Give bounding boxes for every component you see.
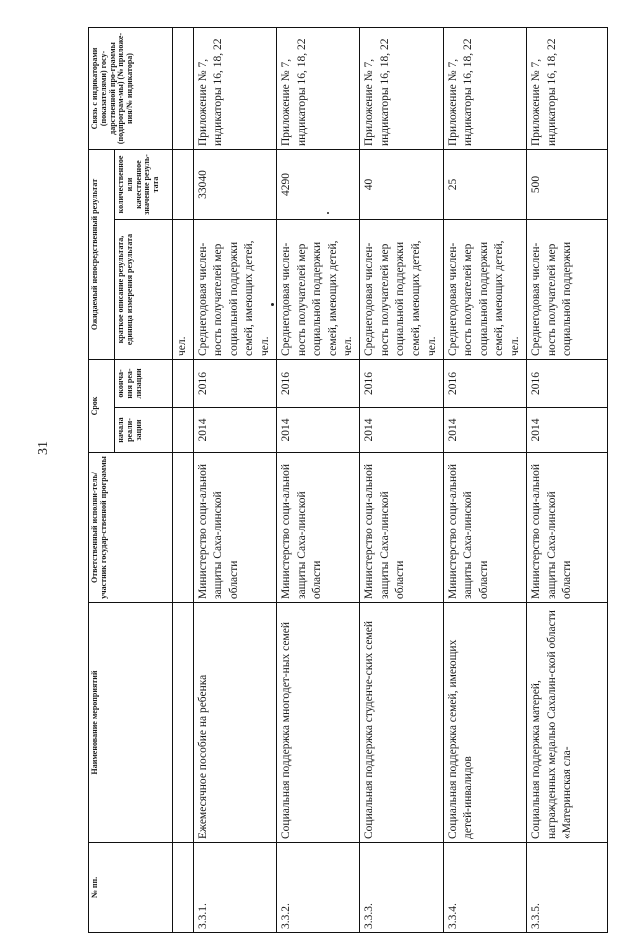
header-executor: Ответственный исполни-тель/участник государ-ственной программы — [89, 453, 173, 603]
header-row — [89, 28, 115, 933]
row-end: 2016 — [193, 360, 276, 408]
table-row — [193, 28, 276, 933]
header-num: № пп. — [89, 843, 173, 933]
row-executor: Министерство соци-альной защиты Саха-линской области — [360, 453, 443, 603]
row-executor: Министерство соци-альной защиты Саха-линской области — [527, 453, 608, 603]
row-num: 3.3.4. — [443, 843, 526, 933]
row-desc: Среднегодовая числен-ность получателей мер социальной поддержки семей, имеющих детей, чел. — [193, 220, 276, 360]
row-value: 25 — [443, 150, 526, 220]
row-name: Ежемесячное пособие на ребенка — [193, 603, 276, 843]
row-num: 3.3.5. — [527, 843, 608, 933]
measures-table — [88, 27, 608, 933]
row-start: 2014 — [360, 408, 443, 453]
row-start: 2014 — [277, 408, 360, 453]
row-link: Приложение № 7, индикаторы 16, 18, 22 — [277, 28, 360, 150]
unit-row — [173, 28, 194, 933]
row-link: Приложение № 7, индикаторы 16, 18, 22 — [193, 28, 276, 150]
row-end: 2016 — [277, 360, 360, 408]
header-term-start: начала реали-зации — [115, 408, 173, 453]
row-link: Приложение № 7, индикаторы 16, 18, 22 — [360, 28, 443, 150]
row-value: 40 — [360, 150, 443, 220]
table-row — [277, 28, 360, 933]
table-row — [443, 28, 526, 933]
header-term-end: оконча-ния реа-лизации — [115, 360, 173, 408]
header-term: Срок — [89, 360, 115, 453]
row-executor: Министерство соци-альной защиты Саха-линской области — [193, 453, 276, 603]
row-end: 2016 — [527, 360, 608, 408]
row-num: 3.3.3. — [360, 843, 443, 933]
row-end: 2016 — [443, 360, 526, 408]
row-desc: Среднегодовая числен-ность получателей мер социальной поддержки семей, имеющих детей, чел. — [277, 220, 360, 360]
unit-desc: чел. — [173, 220, 194, 360]
row-executor: Министерство соци-альной защиты Саха-линской области — [277, 453, 360, 603]
row-value: 33040 — [193, 150, 276, 220]
row-start: 2014 — [193, 408, 276, 453]
table-row — [360, 28, 443, 933]
row-start: 2014 — [527, 408, 608, 453]
row-desc: Среднегодовая числен-ность получателей мер социальной поддержки семей, имеющих детей, чел. — [360, 220, 443, 360]
row-value: 4290 — [277, 150, 360, 220]
row-num: 3.3.1. — [193, 843, 276, 933]
row-end: 2016 — [360, 360, 443, 408]
row-executor: Министерство соци-альной защиты Саха-линской области — [443, 453, 526, 603]
row-name: Социальная поддержка многодет-ных семей — [277, 603, 360, 843]
row-value: 500 — [527, 150, 608, 220]
row-link: Приложение № 7, индикаторы 16, 18, 22 — [443, 28, 526, 150]
header-link: Связь с индикаторами (показателями) госу-дарственной про-граммы (подпрограм-мы) (№ приложе-ния/№ индикатора) — [89, 28, 173, 150]
header-result-value: количественное или качественное значение резуль-тата — [115, 150, 173, 220]
rotated-table-container — [88, 28, 608, 933]
row-start: 2014 — [443, 408, 526, 453]
header-result-desc: краткое описание результата, единица измерения результата — [115, 220, 173, 360]
row-desc: Среднегодовая числен-ность получателей мер социальной поддержки семей, имеющих детей, чел. — [443, 220, 526, 360]
row-link: Приложение № 7, индикаторы 16, 18, 22 — [527, 28, 608, 150]
header-result: Ожидаемый непосредственный результат — [89, 150, 115, 360]
row-name: Социальная поддержка матерей, награжденных медалью Сахалин-ской области «Материнская сла- — [527, 603, 608, 843]
page-number: 31 — [36, 441, 51, 455]
row-desc: Среднегодовая числен-ность получателей мер социальной поддержки — [527, 220, 608, 360]
row-name: Социальная поддержка семей, имеющих детей-инвалидов — [443, 603, 526, 843]
row-name: Социальная поддержка студенче-ских семей — [360, 603, 443, 843]
header-name: Наименование мероприятий — [89, 603, 173, 843]
table-row — [527, 28, 608, 933]
row-num: 3.3.2. — [277, 843, 360, 933]
